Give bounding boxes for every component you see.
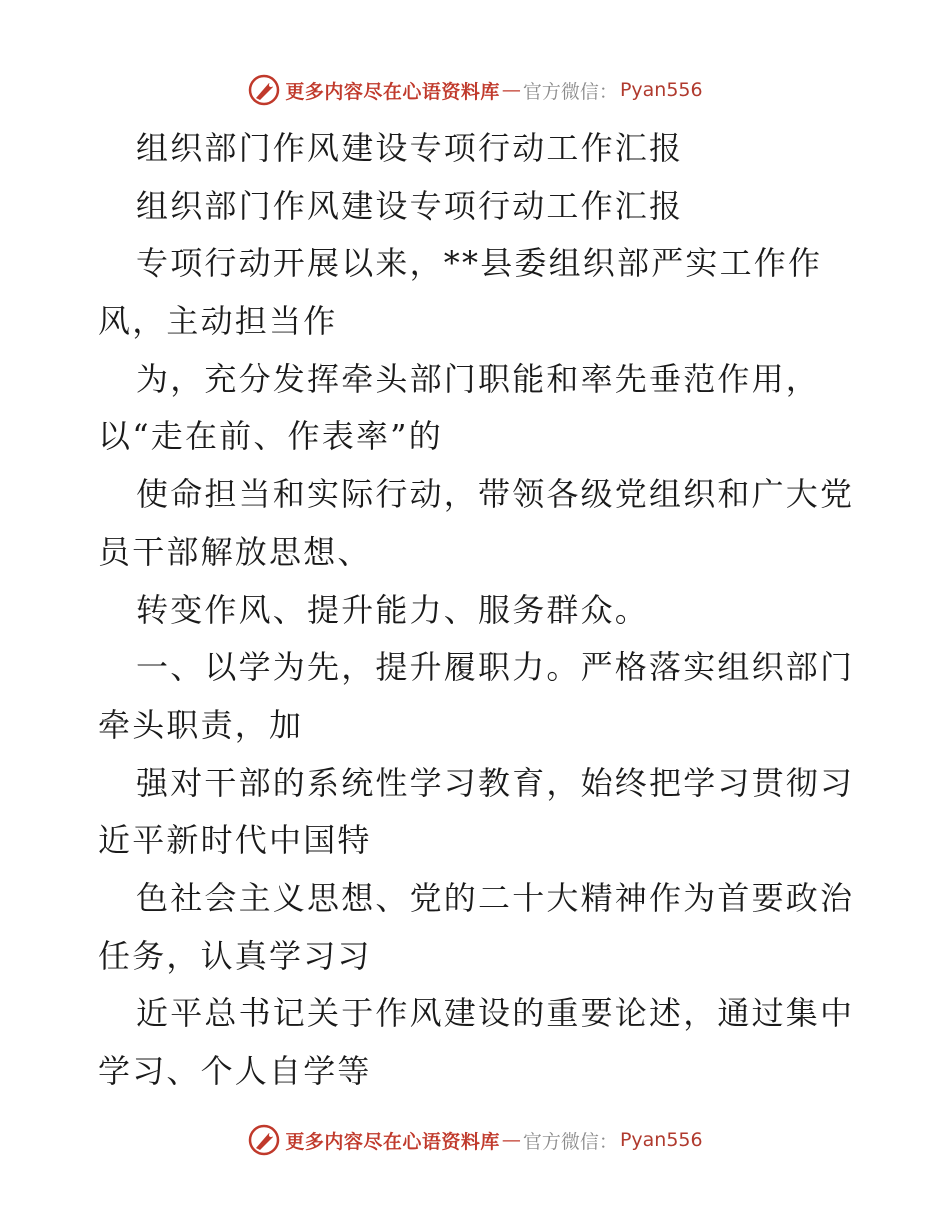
watermark-brand-text: 更多内容尽在心语资料库: [285, 1130, 500, 1153]
paragraph-line: 为，充分发挥牵头部门职能和率先垂范作用，: [136, 359, 821, 398]
paragraph-line: 专项行动开展以来，**县委组织部严实工作作: [136, 244, 823, 283]
watermark-brand-text: 更多内容尽在心语资料库: [285, 80, 500, 103]
paragraph-line: 强对干部的系统性学习教育，始终把学习贯彻习: [136, 763, 855, 802]
paragraph-line: 以“走在前、作表率”的: [98, 417, 443, 456]
watermark-wechat-id: Pyan556: [619, 79, 703, 101]
paragraph-line: 学习、个人自学等: [98, 1052, 372, 1090]
paragraph-line: 使命担当和实际行动，带领各级党组织和广大党: [136, 475, 855, 514]
paragraph-line: 色社会主义思想、党的二十大精神作为首要政治: [136, 878, 855, 917]
paragraph-line: 风，主动担当作: [98, 302, 338, 341]
watermark-separator: —: [501, 1129, 521, 1151]
paragraph-line: 转变作风、提升能力、服务群众。: [136, 590, 650, 629]
paragraph-line: 牵头职责，加: [98, 705, 304, 744]
pen-nib-logo-icon: [247, 73, 281, 107]
watermark-label: 官方微信：: [522, 80, 618, 103]
section-heading-line: 一、以学为先，提升履职力。严格落实组织部门: [136, 648, 855, 687]
document-subtitle: 组织部门作风建设专项行动工作汇报: [136, 186, 684, 225]
footer-watermark: [0, 1120, 950, 1160]
watermark-label: 官方微信：: [522, 1130, 618, 1153]
paragraph-line: 员干部解放思想、: [98, 532, 372, 571]
header-watermark: [0, 70, 950, 110]
paragraph-line: 近平总书记关于作风建设的重要论述，通过集中: [136, 994, 855, 1033]
paragraph-line: 任务，认真学习习: [98, 936, 372, 975]
watermark-wechat-id: Pyan556: [619, 1129, 703, 1151]
paragraph-line: 近平新时代中国特: [98, 821, 372, 860]
pen-nib-logo-icon: [247, 1123, 281, 1157]
watermark-separator: —: [501, 79, 521, 101]
document-body: [98, 120, 858, 1101]
document-title: 组织部门作风建设专项行动工作汇报: [136, 129, 684, 167]
